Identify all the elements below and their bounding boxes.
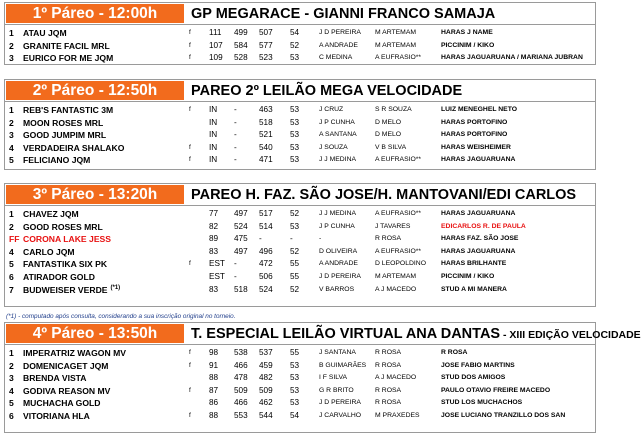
entry-c1: 88 (209, 410, 219, 420)
entry-trainer: S R SOUZA (375, 106, 412, 113)
entry-c3: 518 (259, 117, 273, 127)
entry-num: 4 (9, 385, 14, 396)
entry-sex: f (189, 106, 191, 113)
entry-num: 5 (9, 259, 14, 270)
entry-owner: HARAS FAZ. SÃO JOSE (441, 235, 519, 243)
entry-row (5, 104, 595, 117)
entry-c1: 107 (209, 40, 223, 50)
entry-num: 7 (9, 284, 14, 295)
entry-num: FF (9, 234, 20, 245)
entry-horse-name: BUDWEISER VERDE (23, 284, 108, 295)
entry-c1: 89 (209, 234, 219, 244)
entry-c3: 482 (259, 373, 273, 383)
entry-trainer: D LEOPOLDINO (375, 260, 426, 268)
entry-owner: LUIZ MENEGHEL NETO (441, 106, 518, 113)
entry-c3: 537 (259, 348, 273, 357)
race-header (5, 184, 595, 206)
entry-jockey: J J MEDINA (319, 156, 357, 164)
entry-c1: 111 (209, 28, 222, 37)
entry-trainer: A EUFRASIO** (375, 54, 422, 62)
entry-horse: BRENDA VISTA (23, 373, 87, 384)
entry-jockey: J D PEREIRA (319, 29, 361, 36)
entry-c1: 88 (209, 373, 219, 383)
entry-row (5, 221, 595, 234)
entry-row (5, 360, 595, 373)
entry-jockey: J D PEREIRA (319, 272, 361, 280)
entry-jockey: I F SILVA (319, 374, 348, 382)
entry-owner: HARAS J NAME (441, 29, 493, 36)
race-block (4, 322, 641, 433)
entry-trainer: M PRAXEDES (375, 411, 420, 419)
entry-horse: GRANITE FACIL MRL (23, 40, 110, 51)
entry-num: 4 (9, 142, 14, 153)
entry-owner: STUD A MI MANERA (441, 285, 507, 293)
entry-owner: HARAS BRILHANTE (441, 260, 507, 268)
entry-c4: 52 (290, 209, 300, 218)
entry-row (5, 271, 595, 284)
race-block (4, 79, 596, 170)
entry-c4: 53 (290, 105, 300, 114)
race-block (4, 183, 596, 307)
entry-list (5, 25, 595, 65)
race-time-badge: 2º Páreo - 12:50h (6, 81, 184, 100)
entry-trainer: A J MACEDO (375, 285, 417, 293)
entry-trainer: J TAVARES (375, 222, 411, 230)
race-header (5, 323, 641, 345)
entry-c3: - (259, 234, 262, 244)
entry-num: 4 (9, 246, 14, 257)
entry-c2: 528 (234, 53, 248, 63)
entry-sex: f (189, 361, 191, 369)
entry-owner: JOSE LUCIANO TRANZILLO DOS SAN (441, 411, 566, 419)
race-title-text: T. ESPECIAL LEILÃO VIRTUAL ANA DANTAS (191, 326, 501, 342)
entry-num: 5 (9, 155, 14, 166)
entry-c1: 83 (209, 246, 219, 256)
entry-c4: 55 (290, 271, 300, 281)
entry-horse: VITORIANA HLA (23, 410, 90, 421)
entry-c2: 553 (234, 410, 248, 420)
entry-horse: MOON ROSES MRL (23, 117, 104, 128)
entry-horse: GOOD ROSES MRL (23, 221, 103, 232)
entry-horse: CHAVEZ JQM (23, 209, 79, 219)
entry-c1: 86 (209, 398, 219, 408)
entry-num: 1 (9, 348, 14, 358)
entry-row (5, 154, 595, 167)
entry-owner: HARAS JAGUARUANA (441, 156, 516, 164)
entry-horse: REB'S FANTASTIC 3M (23, 105, 114, 115)
entry-horse: FANTASTIKA SIX PK (23, 259, 108, 270)
entry-owner: HARAS WEISHEIMER (441, 143, 511, 151)
entry-num: 3 (9, 130, 14, 141)
entry-c4: 53 (290, 117, 300, 127)
race-block (4, 2, 596, 65)
entry-sex: f (189, 411, 191, 419)
entry-trainer: R ROSA (375, 361, 402, 369)
entry-horse: VERDADEIRA SHALAKO (23, 142, 125, 153)
race-header (5, 80, 595, 102)
entry-trainer: M ARTEMAM (375, 29, 417, 36)
entry-c1: IN (209, 142, 218, 152)
entry-jockey: J SOUZA (319, 143, 348, 151)
entry-row (5, 27, 595, 40)
entry-c3: 524 (259, 284, 273, 294)
entry-trainer: A EUFRASIO** (375, 247, 422, 255)
race-title (191, 185, 576, 205)
entry-trainer: A J MACEDO (375, 374, 417, 382)
race-title-suffix: - XIII EDIÇÃO VELOCIDADE (500, 329, 641, 341)
entry-c2: 509 (234, 385, 248, 395)
entry-owner: EDICARLOS R. DE PAULA (441, 222, 526, 230)
entry-c4: 54 (290, 28, 300, 37)
entry-trainer: R ROSA (375, 386, 402, 394)
entry-owner: HARAS PORTOFINO (441, 118, 508, 126)
entry-c2: 499 (234, 28, 248, 37)
entry-row (5, 208, 595, 221)
entry-num: 2 (9, 221, 14, 232)
entry-c4: 53 (290, 360, 300, 370)
entry-num: 3 (9, 53, 14, 64)
entry-c2: - (234, 259, 237, 269)
footnote: (*1) - computado após consulta, considerando a sua inscrição original no torneio. (6, 313, 236, 320)
race-title (191, 4, 495, 24)
entry-c2: 584 (234, 40, 248, 50)
entry-jockey: J J MEDINA (319, 210, 357, 217)
entry-owner: PICCINIM / KIKO (441, 41, 495, 49)
entry-c2: - (234, 155, 237, 165)
race-time-badge: 3º Páreo - 13:20h (6, 185, 184, 204)
entry-row (5, 410, 595, 423)
entry-c1: IN (209, 155, 218, 165)
entry-c3: 459 (259, 360, 273, 370)
entry-c3: 577 (259, 40, 273, 50)
entry-horse: CARLO JQM (23, 246, 75, 257)
entry-horse: MUCHACHA GOLD (23, 398, 101, 409)
entry-horse: DOMENICAGET JQM (23, 360, 109, 371)
entry-horse: GODIVA REASON MV (23, 385, 111, 396)
race-time-badge: 1º Páreo - 12:00h (6, 4, 184, 23)
entry-row (5, 347, 595, 360)
entry-c2: 466 (234, 360, 248, 370)
entry-c4: 53 (290, 385, 300, 395)
entry-c1: 91 (209, 360, 219, 370)
entry-c4: 52 (290, 246, 300, 256)
entry-sex: f (189, 156, 191, 164)
entry-jockey: C MEDINA (319, 54, 353, 62)
entry-c3: 462 (259, 398, 273, 408)
entry-num: 2 (9, 360, 14, 371)
entry-owner: HARAS PORTOFINO (441, 131, 508, 139)
entry-row (5, 142, 595, 155)
entry-jockey: A SANTANA (319, 131, 357, 139)
entry-trainer: R ROSA (375, 235, 402, 243)
entry-row (5, 129, 595, 142)
entry-list (5, 206, 595, 296)
entry-num: 1 (9, 28, 14, 38)
race-header (5, 3, 595, 25)
entry-jockey: - (319, 235, 322, 243)
entry-c1: IN (209, 130, 218, 140)
entry-c2: 466 (234, 398, 248, 408)
entry-trainer: M ARTEMAM (375, 41, 417, 49)
race-time-badge: 4º Páreo - 13:50h (6, 324, 184, 343)
entry-c4: 55 (290, 348, 300, 357)
entry-row (5, 246, 595, 259)
entry-jockey: J CRUZ (319, 106, 344, 113)
entry-c4: 53 (290, 53, 300, 63)
race-title-text: PAREO 2º LEILÃO MEGA VELOCIDADE (191, 83, 463, 99)
entry-c2: 518 (234, 284, 248, 294)
entry-c3: 471 (259, 155, 273, 165)
entry-sex: f (189, 54, 191, 62)
entry-jockey: J P CUNHA (319, 222, 355, 230)
entry-horse: FELICIANO JQM (23, 155, 91, 166)
entry-jockey: A ANDRADE (319, 41, 358, 49)
entry-owner: HARAS JAGUARUANA (441, 247, 516, 255)
entry-c2: - (234, 105, 237, 114)
entry-row (5, 397, 595, 410)
entry-c3: 521 (259, 130, 273, 140)
entry-c2: 478 (234, 373, 248, 383)
entry-list (5, 345, 595, 423)
entry-c2: 475 (234, 234, 248, 244)
entry-jockey: B GUIMARÃES (319, 361, 367, 369)
entry-jockey: V BARROS (319, 285, 355, 293)
entry-jockey: J SANTANA (319, 349, 356, 356)
entry-owner: JOSE FABIO MARTINS (441, 361, 515, 369)
entry-c1: EST (209, 271, 225, 281)
entry-num: 6 (9, 410, 14, 421)
entry-horse: ATIRADOR GOLD (23, 271, 95, 282)
entry-jockey: J CARVALHO (319, 411, 362, 419)
entry-c1: EST (209, 259, 225, 269)
entry-c2: - (234, 142, 237, 152)
entry-c2: 497 (234, 209, 248, 218)
entry-c3: 507 (259, 28, 273, 37)
entry-c4: 53 (290, 130, 300, 140)
entry-c2: - (234, 130, 237, 140)
entry-owner: PAULO OTAVIO FREIRE MACEDO (441, 386, 551, 394)
entry-row (5, 372, 595, 385)
entry-c4: 52 (290, 40, 300, 50)
entry-c2: 538 (234, 348, 248, 357)
race-title-text: GP MEGARACE - GIANNI FRANCO SAMAJA (191, 6, 496, 22)
entry-sex: f (189, 386, 191, 394)
entry-c3: 517 (259, 209, 273, 218)
entry-owner: R ROSA (441, 349, 468, 356)
entry-c3: 506 (259, 271, 273, 281)
entry-num: 2 (9, 40, 14, 51)
entry-jockey: A ANDRADE (319, 260, 358, 268)
entry-c1: 109 (209, 53, 223, 63)
entry-c3: 472 (259, 259, 273, 269)
entry-row (5, 117, 595, 130)
entry-jockey: J D PEREIRA (319, 399, 361, 407)
entry-trainer: A EUFRASIO** (375, 210, 422, 217)
entry-row (5, 385, 595, 398)
entry-row (5, 284, 595, 297)
entry-c3: 514 (259, 221, 273, 231)
entry-owner: PICCINIM / KIKO (441, 272, 495, 280)
entry-c4: 54 (290, 410, 300, 420)
entry-c1: IN (209, 117, 218, 127)
entry-num: 1 (9, 209, 14, 219)
entry-c2: - (234, 117, 237, 127)
entry-sex: f (189, 143, 191, 151)
entry-c3: 509 (259, 385, 273, 395)
entry-c1: 77 (209, 209, 219, 218)
entry-horse (23, 284, 120, 297)
entry-c4: 55 (290, 259, 300, 269)
entry-c3: 544 (259, 410, 273, 420)
entry-row (5, 233, 595, 246)
entry-c4: 53 (290, 142, 300, 152)
entry-c2: 524 (234, 221, 248, 231)
entry-num: 2 (9, 117, 14, 128)
entry-row (5, 40, 595, 53)
entry-c4: 53 (290, 221, 300, 231)
entry-trainer: R ROSA (375, 349, 402, 356)
entry-c1: IN (209, 105, 218, 114)
race-title-text: PAREO H. FAZ. SÃO JOSE/H. MANTOVANI/EDI CARLOS (191, 187, 577, 203)
entry-jockey: G R BRITO (319, 386, 354, 394)
entry-horse: EURICO FOR ME JQM (23, 53, 114, 64)
entry-horse: IMPERATRIZ WAGON MV (23, 348, 126, 358)
entry-sex: f (189, 349, 191, 356)
entry-c1: 82 (209, 221, 219, 231)
entry-trainer: V B SILVA (375, 143, 407, 151)
entry-owner: HARAS JAGUARUANA / MARIANA JUBRAN (441, 54, 583, 62)
entry-trainer: D MELO (375, 131, 402, 139)
entry-sex: f (189, 29, 191, 36)
entry-trainer: M ARTEMAM (375, 272, 417, 280)
footnote-marker: (*1) (110, 284, 121, 291)
entry-row (5, 52, 595, 65)
entry-list (5, 102, 595, 167)
entry-c3: 540 (259, 142, 273, 152)
race-title (191, 324, 641, 345)
entry-c2: 497 (234, 246, 248, 256)
entry-jockey: D OLIVEIRA (319, 247, 358, 255)
entry-sex: f (189, 41, 191, 49)
entry-c3: 523 (259, 53, 273, 63)
entry-jockey: J P CUNHA (319, 118, 355, 126)
entry-c1: 98 (209, 348, 219, 357)
entry-row (5, 258, 595, 271)
entry-horse: CORONA LAKE JESS (23, 234, 112, 245)
entry-owner: STUD LOS MUCHACHOS (441, 399, 523, 407)
entry-trainer: D MELO (375, 118, 402, 126)
entry-owner: STUD DOS AMIGOS (441, 374, 506, 382)
entry-c3: 463 (259, 105, 273, 114)
entry-c4: - (290, 234, 293, 244)
entry-num: 6 (9, 271, 14, 282)
race-title (191, 81, 462, 101)
entry-num: 3 (9, 373, 14, 384)
entry-c1: 83 (209, 284, 219, 294)
entry-trainer: A EUFRASIO** (375, 156, 422, 164)
entry-num: 1 (9, 105, 14, 115)
entry-c4: 53 (290, 155, 300, 165)
entry-owner: HARAS JAGUARUANA (441, 210, 516, 217)
entry-num: 5 (9, 398, 14, 409)
entry-horse: ATAU JQM (23, 28, 67, 38)
entry-c4: 53 (290, 398, 300, 408)
entry-c4: 53 (290, 373, 300, 383)
entry-trainer: R ROSA (375, 399, 402, 407)
entry-c1: 87 (209, 385, 219, 395)
entry-c3: 496 (259, 246, 273, 256)
entry-sex: f (189, 260, 191, 268)
entry-horse: GOOD JUMPIM MRL (23, 130, 107, 141)
entry-c4: 52 (290, 284, 300, 294)
entry-c2: - (234, 271, 237, 281)
